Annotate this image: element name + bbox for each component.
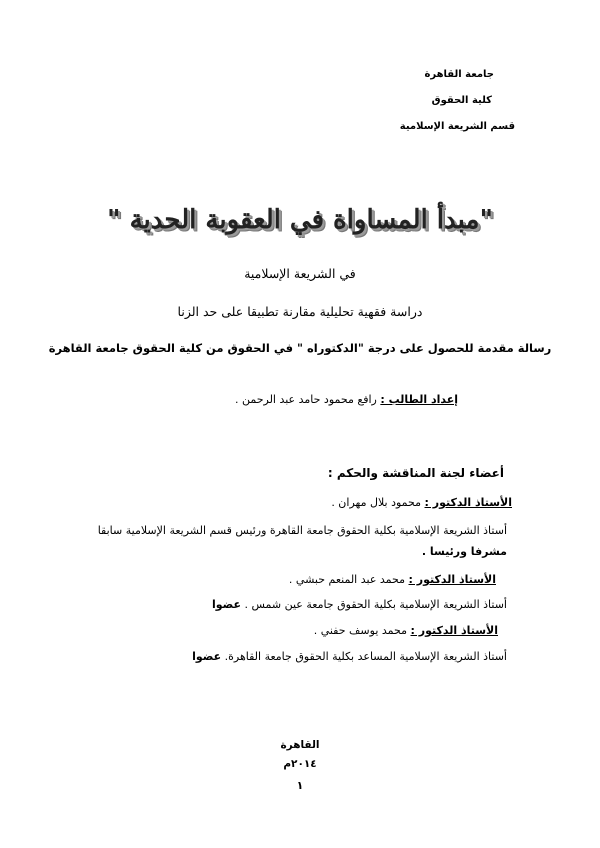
member-3-label: الأستاذ الدكتور : [410, 624, 498, 637]
page-number: ١ [296, 779, 304, 792]
thesis-title: "مبدأ المساواة في العقوبة الحدية " [107, 205, 493, 235]
faculty-name: كلية الحقوق [431, 95, 492, 106]
student-line [235, 393, 458, 406]
member-1-name: محمود بلال مهران . [331, 496, 422, 509]
member-2-line [289, 573, 496, 586]
member-3-desc: أستاذ الشريعة الإسلامية المساعد بكلية الحقوق جامعة القاهرة. [224, 650, 507, 663]
member-2-name: محمد عبد المنعم حبشي . [288, 573, 406, 586]
member-2-desc-line [212, 598, 507, 611]
member-3-role: عضوا [192, 650, 222, 663]
subtitle-study: دراسة فقهية تحليلية مقارنة تطبيقا على حد الزنا [177, 304, 423, 319]
member-3-desc-line [192, 650, 507, 663]
subtitle-sharia: في الشريعة الإسلامية [244, 266, 356, 281]
student-label: إعداد الطالب : [380, 393, 458, 406]
member-3-line [314, 624, 498, 637]
member-3-name: محمد يوسف حفني . [313, 624, 408, 637]
member-1-desc: أستاذ الشريعة الإسلامية بكلية الحقوق جامعة القاهرة ورئيس قسم الشريعة الإسلامية سابقا [97, 524, 507, 537]
university-name: جامعة القاهرة [424, 69, 494, 80]
member-2-role: عضوا [211, 598, 242, 611]
member-1-label: الأستاذ الدكتور : [424, 496, 512, 509]
student-name: رافع محمود حامد عبد الرحمن . [234, 393, 377, 406]
member-2-desc: أستاذ الشريعة الإسلامية بكلية الحقوق جامعة عين شمس . [244, 598, 507, 611]
committee-heading: أعضاء لجنة المناقشة والحكم : [327, 466, 504, 480]
member-2-label: الأستاذ الدكتور : [408, 573, 496, 586]
thesis-degree-note: رسالة مقدمة للحصول على درجة "الدكتوراه " في الحقوق من كلية الحقوق جامعة القاهرة [48, 341, 552, 355]
footer-year: ٢٠١٤م [283, 758, 317, 770]
member-1-role: مشرفا ورئيسا . [421, 545, 507, 558]
department-name: قسم الشريعة الإسلامية [399, 121, 515, 132]
footer-city: القاهرة [280, 739, 320, 751]
member-1-line [331, 496, 512, 509]
